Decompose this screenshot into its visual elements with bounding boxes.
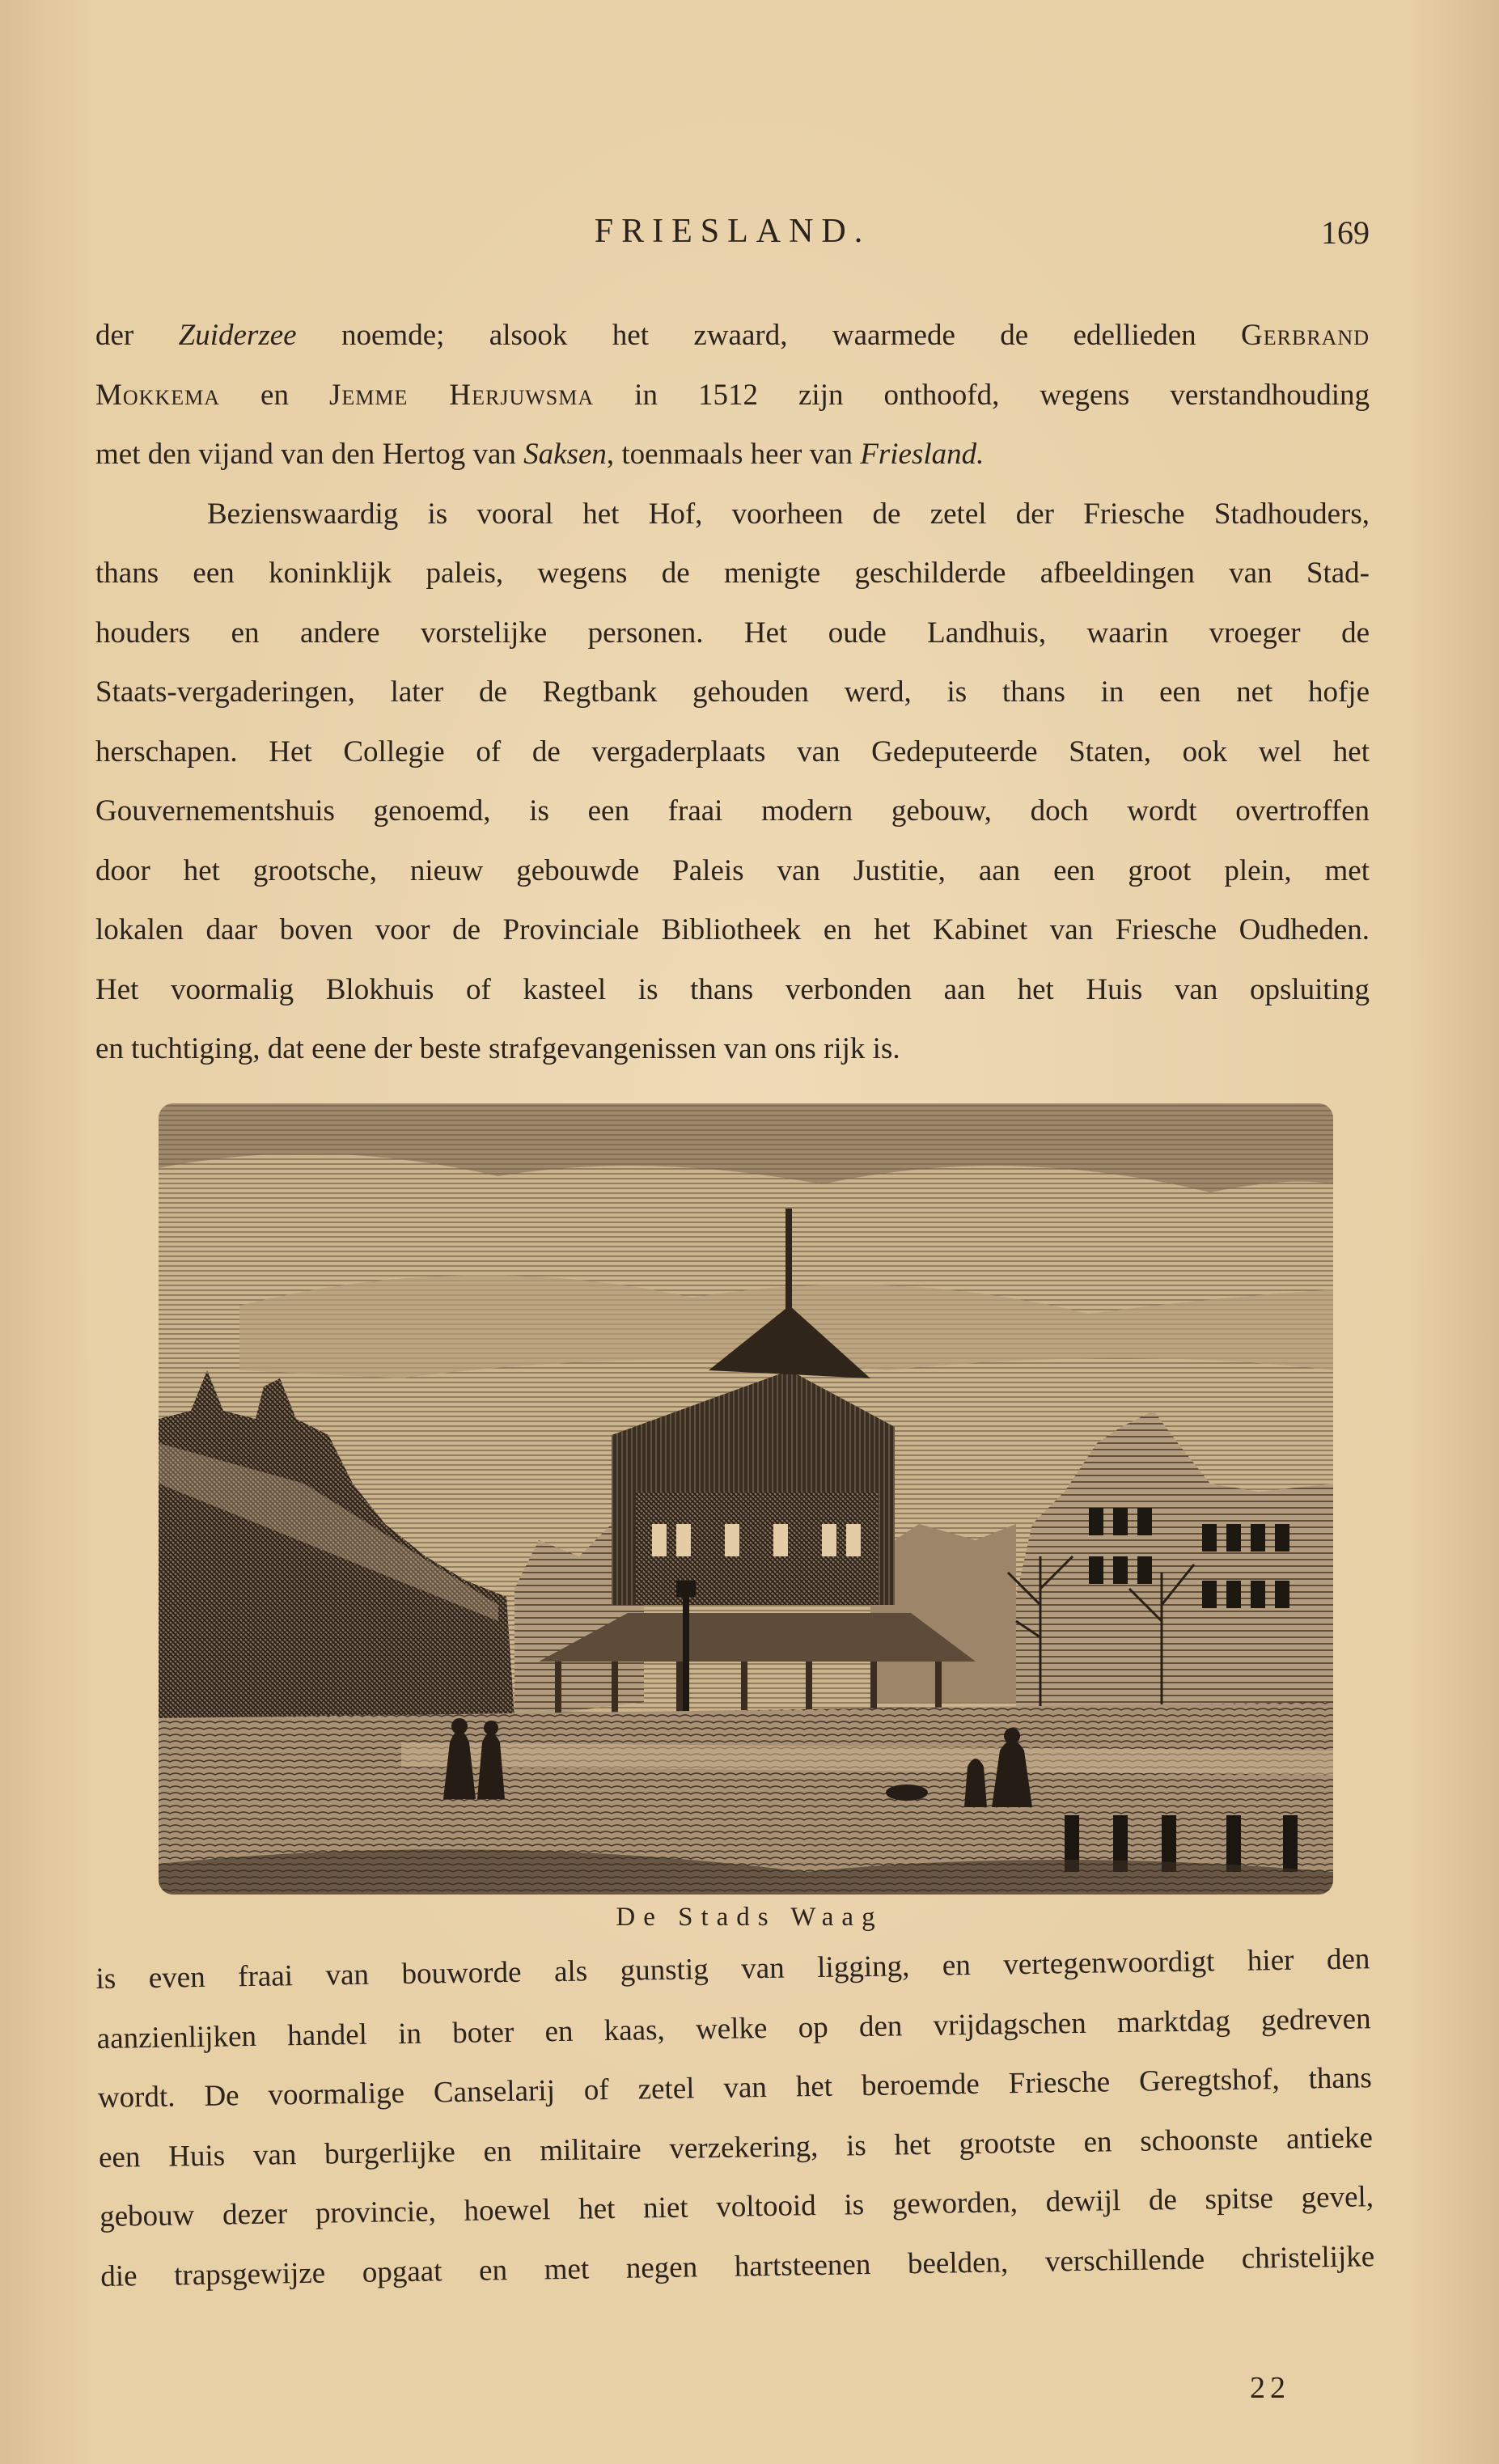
text-run: met den vijand van den Hertog van [95, 438, 524, 471]
text-line: thans een koninklijk paleis, wegens de menigte geschilderde afbeeldingen van Stad- [95, 557, 1370, 590]
text-line: is even fraai van bouworde als gunstig van ligging, en vertegenwoordigt hier den [95, 1942, 1370, 1996]
text-run: in 1512 zijn onthoofd, wegens verstandhouding [594, 378, 1370, 412]
text-line: lokalen daar boven voor de Provinciale Bibliotheek en het Kabinet van Friesche Oudheden. [95, 913, 1370, 946]
text-line: aanzienlijken handel in boter en kaas, welke op den vrijdagschen marktdag gedreven [96, 2001, 1371, 2055]
text-line: houders en andere vorstelijke personen. Het oude Landhuis, waarin vroeger de [95, 616, 1370, 650]
bottom-text-block [95, 1929, 1375, 2306]
person-name-gerbrand: Gerbrand [1241, 319, 1370, 352]
person-name-jemme-herjuwsma: Jemme Herjuwsma [328, 378, 595, 412]
running-header [95, 212, 1370, 260]
engraving-drawing [159, 1103, 1333, 1895]
engraving-illustration [159, 1103, 1333, 1895]
text-line: Gouvernementshuis genoemd, is een fraai modern gebouw, doch wordt overtroffen [95, 794, 1370, 828]
signature-mark: 22 [1250, 2371, 1290, 2405]
text-run: en [220, 378, 329, 412]
text-run: noemde; alsook het zwaard, waarmede de edellieden [296, 319, 1242, 352]
text-line: Het voormalig Blokhuis of kasteel is thans verbonden aan het Huis van opsluiting [95, 972, 1370, 1006]
text-line: en tuchtiging, dat eene der beste strafgevangenissen van ons rijk is. [95, 1032, 900, 1065]
page-number: 169 [1321, 214, 1370, 251]
place-name-zuiderzee: Zuiderzee [178, 319, 297, 352]
text-line [95, 366, 1370, 425]
paragraph-1 [95, 306, 1370, 485]
text-line: die trapsgewijze opgaat en met negen hartsteenen beelden, verschillende christelijke [100, 2239, 1375, 2293]
text-line [95, 306, 1370, 366]
paragraph-2 [95, 485, 1370, 1079]
text-run: der [95, 319, 179, 352]
person-name-mokkema: Mokkema [95, 378, 221, 412]
place-name-saksen: Saksen [523, 438, 607, 471]
text-run: , toenmaals heer van [606, 438, 861, 471]
text-line [95, 425, 1370, 485]
text-line: herschapen. Het Collegie of de vergaderplaats van Gedeputeerde Staten, ook wel het [95, 735, 1370, 768]
text-line: Staats-vergaderingen, later de Regtbank gehouden werd, is thans in een net hofje [95, 675, 1370, 709]
text-line: Bezienswaardig is vooral het Hof, voorheen de zetel der Friesche Stadhouders, [207, 497, 1370, 531]
text-line: wordt. De voormalige Canselarij of zetel van het beroemde Friesche Geregtshof, thans [97, 2061, 1373, 2115]
page-title: FRIESLAND. [594, 213, 871, 250]
text-line: gebouw dezer provincie, hoewel het niet voltooid is geworden, dewijl de spitse gevel, [99, 2180, 1374, 2233]
text-line: een Huis van burgerlijke en militaire verzekering, is het grootste en schoonste antieke [98, 2120, 1374, 2174]
figure-caption: De Stads Waag [616, 1903, 883, 1932]
text-line: door het grootsche, nieuw gebouwde Paleis van Justitie, aan een groot plein, met [95, 853, 1370, 887]
top-text-block [95, 306, 1370, 1079]
place-name-friesland: Friesland. [860, 438, 985, 471]
